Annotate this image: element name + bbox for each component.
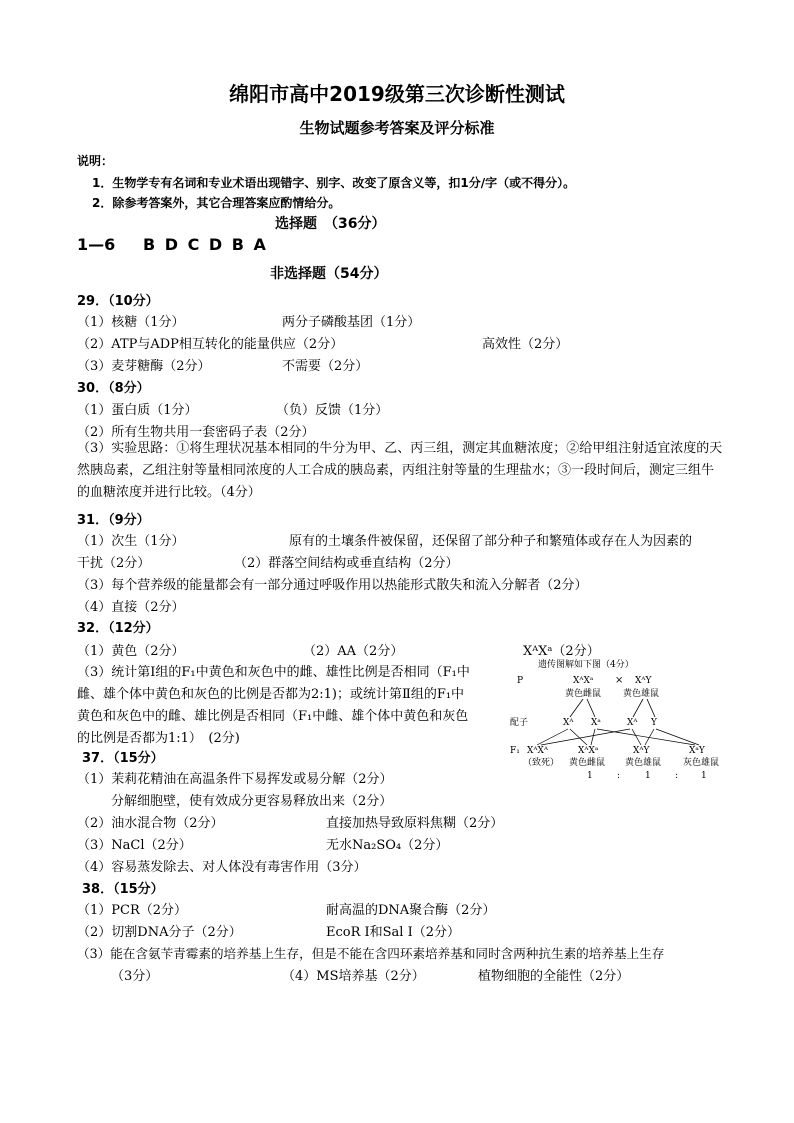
q31-line2-a: 干扰（2分） (77, 556, 151, 571)
q30-line3: （3）实验思路：①将生理状况基本相同的牛分为甲、乙、丙三组，测定其血糖浓度；②给甲组注射适宜浓度的天然胰岛素，乙组注射等量相同浓度的人工合成的胰岛素，丙组注射等量的生理盐水；③一段时间后，测定三组牛的血糖浓度并进行比较。（4分） (77, 441, 723, 500)
arrow-g3-f1-1 (541, 729, 630, 745)
note-item-1: 1．生物学专有名词和专业术语出现错字、别字、改变了原含义等，扣1分/字（或不得分）。 (92, 176, 576, 190)
q37-line3-b: 直接加热导致原料焦糊（2分） (326, 816, 504, 831)
q31-heading: 31．（9分） (77, 513, 150, 528)
diagram-gamete-2: Xᵃ (591, 718, 601, 728)
diagram-gamete-3: Xᴬ (627, 718, 638, 728)
q38-line2-b: EcoR Ⅰ和Sal Ⅰ（2分） (326, 925, 461, 940)
diagram-f1-4: XᵃY (689, 746, 705, 756)
diagram-ratio-2: 1 (645, 771, 651, 781)
q38-line1-b: 耐高温的DNA聚合酶（2分） (326, 903, 496, 918)
diagram-ratio-3: 1 (701, 771, 707, 781)
diagram-gamete-4: Y (651, 718, 657, 728)
arrow-g4-f1-4 (656, 729, 699, 745)
choice-heading: 选择题 （36分） (275, 216, 386, 232)
q38-line2-a: （2）切割DNA分子（2分） (77, 925, 242, 940)
q29-line2-a: （2）ATP与ADP相互转化的能量供应（2分） (77, 337, 344, 352)
arrow-p-left-g2 (587, 699, 595, 717)
q32-line1-c: XᴬXᵃ（2分） (523, 644, 600, 659)
arrow-p-left-g1 (570, 699, 583, 717)
q29-line2-b: 高效性（2分） (482, 337, 569, 352)
diagram-p-label: P (517, 676, 524, 686)
q31-line3: （3）每个营养级的能量都会有一部分通过呼吸作用以热能形式散失和流入分解者（2分） (77, 578, 588, 593)
q30-line1-a: （1）蛋白质（1分） (77, 403, 198, 418)
q30-line2: （2）所有生物共用一套密码子表（2分） (77, 425, 315, 440)
q37-line1: （1）茉莉花精油在高温条件下易挥发或易分解（2分） (77, 772, 393, 787)
q38-line3: （3）能在含氨苄青霉素的培养基上生存，但是不能在含四环素培养基和同时含两种抗生素的培养基上生存 (77, 946, 665, 961)
q32-heading: 32．（12分） (77, 621, 159, 636)
diagram-f1-2: XᴬXᵃ (578, 746, 599, 756)
q37-line4-b: 无水Na₂SO₄（2分） (326, 838, 449, 853)
arrow-g3-f1-3 (632, 729, 641, 745)
diagram-cross: × (615, 675, 624, 686)
genetic-cross-diagram (505, 655, 745, 785)
diagram-f1-3: XᴬY (633, 746, 650, 756)
arrow-g2-f1-2 (591, 729, 595, 745)
q32-line4: 黄色和灰色中的雌、雄比例是否相同（F₁中雌、雄个体中黄色和灰色 (77, 709, 469, 724)
q32-line1-b: （2）AA（2分） (303, 644, 404, 659)
diagram-p-left: XᴬXᵃ (573, 676, 594, 686)
q30-line1-b: （负）反馈（1分） (276, 403, 389, 418)
note-item-2: 2．除参考答案外，其它合理答案应酌情给分。 (92, 196, 341, 210)
diagram-f1-4-name: 灰色雄鼠 (683, 758, 720, 768)
q31-line2-b: （2）群落空间结构或垂直结构（2分） (234, 556, 459, 571)
diagram-p-left-name: 黄色雌鼠 (565, 689, 602, 699)
choice-answers: B D C D B A (143, 235, 266, 254)
arrow-p-right-g4 (647, 699, 655, 717)
diagram-ratio-1: 1 (587, 771, 593, 781)
diagram-p-right-name: 黄色雄鼠 (623, 689, 660, 699)
arrow-p-right-g3 (633, 699, 643, 717)
q31-line1-b: 原有的土壤条件被保留，还保留了部分种子和繁殖体或存在人为因素的 (289, 534, 693, 549)
q32-line5: 的比例是否都为1:1） (2分) (77, 731, 240, 746)
q29-heading: 29．（10分） (77, 294, 159, 309)
notes-heading: 说明： (77, 154, 114, 168)
q29-line1-b: 两分子磷酸基团（1分） (282, 315, 421, 330)
q38-line4-c: 植物细胞的全能性（2分） (478, 969, 630, 984)
diagram-caption: 遗传图解如下图（4分） (538, 660, 634, 670)
choice-range: 1—6 (77, 235, 116, 254)
q29-line3-a: （3）麦芽糖酶（2分） (77, 359, 211, 374)
q29-line3-b: 不需要（2分） (282, 359, 369, 374)
diagram-gamete-1: Xᴬ (563, 718, 574, 728)
q32-line1-a: （1）黄色（2分） (77, 644, 185, 659)
q29-line1-a: （1）核糖（1分） (77, 315, 185, 330)
q32-line3: 雌、雄个体中黄色和灰色的比例是否都为2:1)；或统计第Ⅱ组的F₁中 (77, 687, 465, 702)
q38-heading: 38．（15分） (82, 882, 164, 897)
diagram-f1-2-name: 黄色雌鼠 (569, 758, 606, 768)
q37-line4-a: （3）NaCl（2分） (77, 838, 192, 853)
q38-line1-a: （1）PCR（2分） (77, 903, 188, 918)
q37-line5: （4）容易蒸发除去、对人体没有毒害作用（3分） (77, 860, 367, 875)
page-subtitle: 生物试题参考答案及评分标准 (299, 119, 495, 137)
q31-line4: （4）直接（2分） (77, 600, 185, 615)
diagram-p-right: XᴬY (635, 676, 652, 686)
q37-heading: 37．（15分） (82, 751, 164, 766)
diagram-gamete-label: 配子 (510, 718, 529, 728)
q31-line1-a: （1）次生（1分） (77, 534, 185, 549)
diagram-f1-3-name: 黄色雄鼠 (625, 758, 662, 768)
q30-heading: 30．（8分） (77, 381, 150, 396)
q38-line4-b: （4）MS培养基（2分） (282, 969, 425, 984)
diagram-f1-1-name: （致死） (523, 758, 560, 768)
nonchoice-heading: 非选择题（54分） (270, 266, 388, 282)
q38-line4-a: （3分） (111, 969, 159, 984)
diagram-ratio-sep-1: : (617, 771, 621, 781)
diagram-f1-label: F₁ (510, 746, 520, 756)
q32-line2: （3）统计第Ⅰ组的F₁中黄色和灰色中的雌、雄性比例是否相同（F₁中 (77, 665, 470, 680)
q37-line3-a: （2）油水混合物（2分） (77, 816, 224, 831)
diagram-ratio-sep-2: : (675, 771, 679, 781)
diagram-f1-1: XᴬXᴬ (527, 746, 548, 756)
page-title: 绵阳市高中2019级第三次诊断性测试 (229, 82, 565, 106)
q37-line2: 分解细胞壁，使有效成分更容易释放出来（2分） (111, 794, 393, 809)
